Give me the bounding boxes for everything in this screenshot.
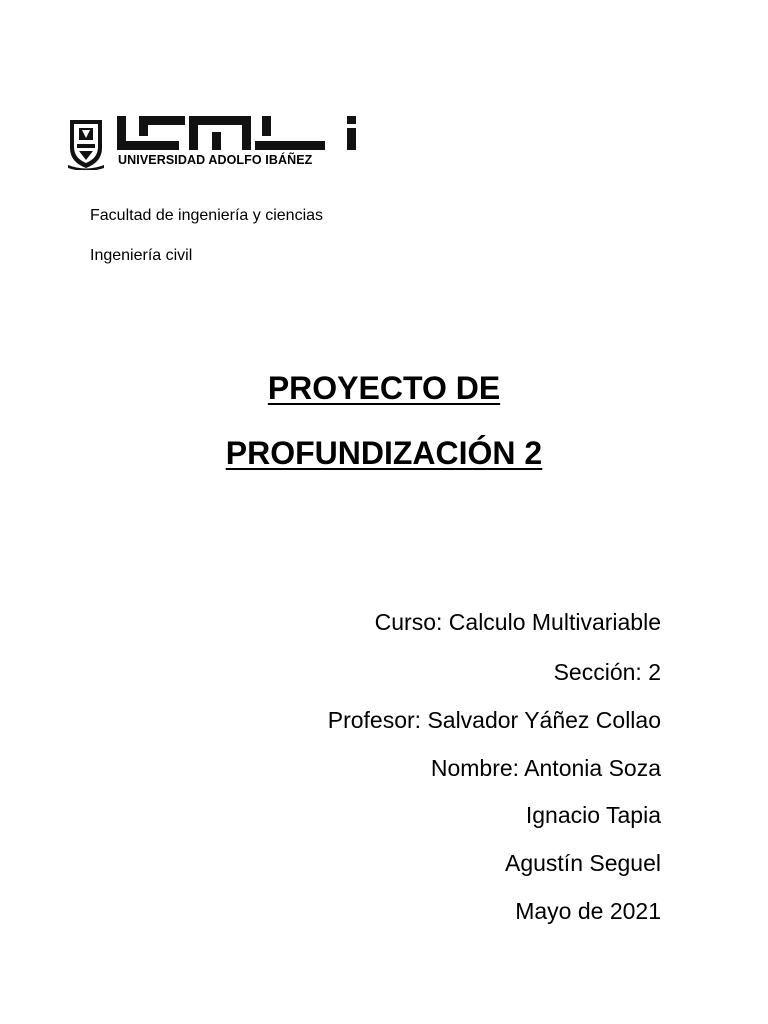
author-line-2: Ignacio Tapia (525, 802, 661, 828)
date-line: Mayo de 2021 (515, 898, 661, 924)
university-name: UNIVERSIDAD ADOLFO IBÁÑEZ (118, 153, 313, 167)
author-line-1: Nombre: Antonia Soza (430, 755, 661, 781)
course-line: Curso: Calculo Multivariable (374, 609, 661, 635)
faculty-label: Facultad de ingeniería y ciencias (90, 207, 324, 224)
author-line-3: Agustín Seguel (504, 850, 661, 876)
document-title-line-2: PROFUNDIZACIÓN 2 (225, 435, 543, 471)
section-line: Sección: 2 (553, 659, 661, 685)
university-logo (67, 116, 312, 172)
professor-line: Profesor: Salvador Yáñez Collao (327, 707, 661, 733)
crest-icon (67, 118, 105, 170)
document-title-line-1: PROYECTO DE (267, 370, 501, 406)
career-label: Ingeniería civil (90, 247, 193, 264)
uai-wordmark-icon (117, 116, 375, 150)
